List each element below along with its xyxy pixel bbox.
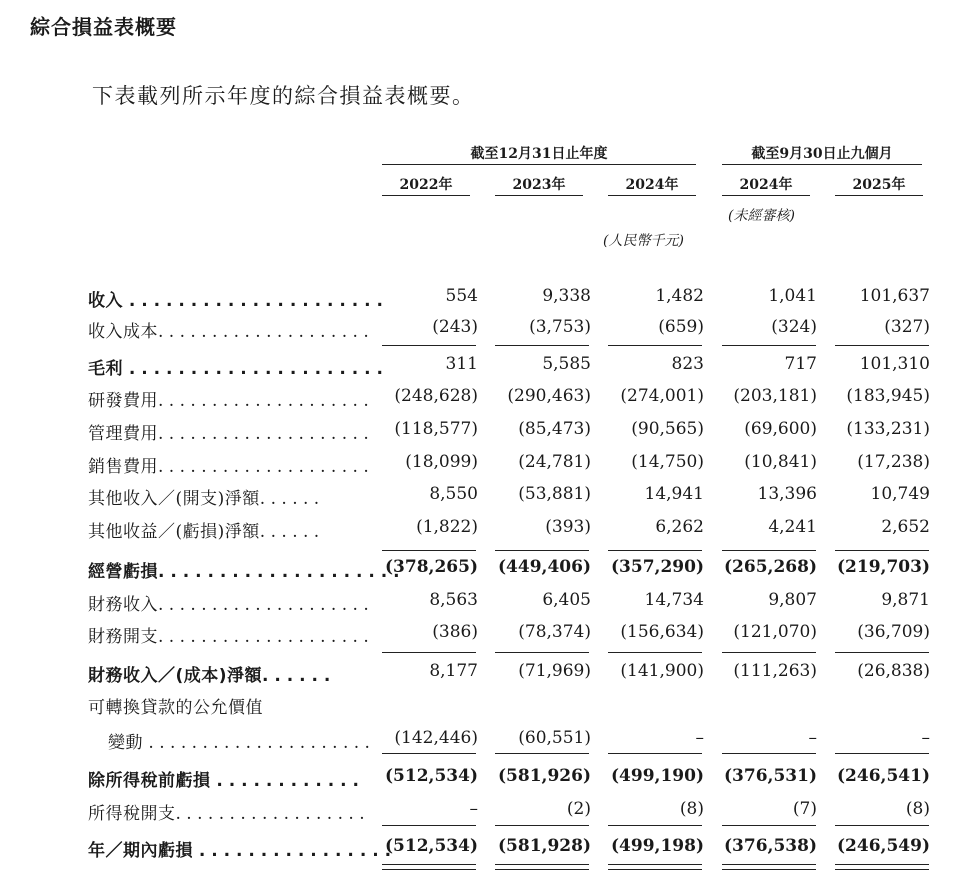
double-rule-top-0 — [382, 864, 476, 865]
row-leader-dots: . . . . . . . . . . . . . . . . . . — [175, 804, 365, 824]
rule-before-fin-net-0 — [382, 652, 476, 653]
row-value-col-1: (2) — [566, 799, 591, 819]
row-value-col-1: (581,928) — [498, 836, 591, 856]
year-header-2022: 2022年 — [399, 177, 453, 193]
row-value-col-3: (111,263) — [733, 661, 817, 681]
row-label-text: 其他收入／(開支)淨額 — [88, 489, 260, 509]
row-label — [88, 517, 319, 542]
rule-before-fin-net-3 — [722, 652, 816, 653]
row-value-col-3: (7) — [792, 799, 817, 819]
row-label-text: 毛利 — [88, 359, 123, 379]
rule-before-pretax-1 — [495, 753, 589, 754]
row-value-col-0: 554 — [445, 286, 478, 306]
row-value-col-4: (36,709) — [857, 622, 930, 642]
row-value-col-4: (183,945) — [846, 386, 930, 406]
row-value-col-0: (1,822) — [416, 517, 478, 537]
row-value-col-1: (581,926) — [498, 766, 591, 786]
row-value-col-3: (121,070) — [733, 622, 817, 642]
row-leader-dots: . . . . . . . . . . . . . . . . . . . . . — [143, 733, 370, 753]
table-row — [0, 657, 955, 689]
rule-before-oploss-3 — [722, 550, 816, 551]
row-value-col-0: (118,577) — [394, 419, 478, 439]
table-row — [0, 415, 955, 447]
rule-before-loss-4 — [835, 825, 929, 826]
double-rule-top-4 — [835, 864, 929, 865]
row-label-text: 財務收入／(成本)淨額 — [88, 666, 263, 686]
double-rule-top-3 — [722, 864, 816, 865]
year-rule-2 — [608, 195, 696, 196]
row-value-col-1: (60,551) — [518, 728, 591, 748]
rule-before-fin-net-4 — [835, 652, 929, 653]
row-value-col-4: (246,549) — [837, 836, 930, 856]
row-value-col-3: (265,268) — [724, 557, 817, 577]
row-value-col-1: 5,585 — [542, 354, 591, 374]
rule-after-cost-3 — [722, 345, 816, 346]
row-value-col-4: (219,703) — [837, 557, 930, 577]
row-label — [88, 622, 369, 647]
row-value-col-2: 14,734 — [644, 590, 704, 610]
row-value-col-0: (386) — [432, 622, 478, 642]
row-value-col-3: 717 — [784, 354, 817, 374]
row-value-col-2: 1,482 — [655, 286, 704, 306]
row-value-col-3: 9,807 — [768, 590, 817, 610]
row-value-col-4: (246,541) — [837, 766, 930, 786]
row-label — [88, 836, 391, 861]
row-value-col-3: (324) — [771, 317, 817, 337]
rule-before-pretax-2 — [608, 753, 702, 754]
year-rule-3 — [722, 195, 810, 196]
table-row — [0, 480, 955, 512]
row-value-col-3: (376,538) — [724, 836, 817, 856]
year-header-2025-nine: 2025年 — [852, 177, 906, 193]
row-label — [88, 766, 359, 791]
double-rule-top-1 — [495, 864, 589, 865]
group-header-nine-months-rule — [722, 164, 922, 165]
row-value-col-1: (78,374) — [518, 622, 591, 642]
year-header-2024: 2024年 — [625, 177, 679, 193]
row-label-text: 管理費用 — [88, 424, 158, 444]
row-value-col-3: 13,396 — [757, 484, 817, 504]
row-label-text: 銷售費用 — [88, 457, 158, 477]
row-label-text: 收入 — [88, 291, 123, 311]
row-label — [88, 286, 383, 311]
row-value-col-0: (378,265) — [385, 557, 478, 577]
row-label — [108, 728, 370, 753]
row-leader-dots: . . . . . . . . . . . . . . . . . . . . — [158, 627, 369, 647]
group-header-nine-months: 截至9月30日止九個月 — [751, 146, 893, 162]
row-value-col-2: (90,565) — [631, 419, 704, 439]
row-label-text: 收入成本 — [88, 322, 158, 342]
row-leader-dots: . . . . . . — [262, 666, 331, 686]
row-value-col-0: (512,534) — [385, 836, 478, 856]
double-rule-top-2 — [608, 864, 702, 865]
row-value-col-3: (376,531) — [724, 766, 817, 786]
row-value-col-3: (203,181) — [733, 386, 817, 406]
rule-before-oploss-4 — [835, 550, 929, 551]
row-value-col-1: 9,338 — [542, 286, 591, 306]
row-label-text: 其他收益／(虧損)淨額 — [88, 522, 260, 542]
row-leader-dots: . . . . . . . . . . . . . . . . — [193, 841, 392, 861]
row-value-col-1: (53,881) — [518, 484, 591, 504]
row-label — [88, 661, 330, 686]
row-value-col-4: (26,838) — [857, 661, 930, 681]
row-value-col-3: 1,041 — [768, 286, 817, 306]
row-label-text: 可轉換貸款的公允價值 — [88, 698, 263, 718]
row-leader-dots: . . . . . . . . . . . . — [210, 771, 360, 791]
year-rule-0 — [382, 195, 470, 196]
section-title: 綜合損益表概要 — [30, 15, 177, 39]
rule-before-loss-2 — [608, 825, 702, 826]
row-value-col-4: 10,749 — [870, 484, 930, 504]
row-value-col-1: (290,463) — [507, 386, 591, 406]
double-rule-bot-3 — [722, 869, 816, 870]
row-value-col-2: (357,290) — [611, 557, 704, 577]
row-value-col-2: 823 — [671, 354, 704, 374]
row-label-text: 財務收入 — [88, 595, 158, 615]
table-row — [0, 618, 955, 650]
unaudited-note: (未經審核) — [728, 208, 795, 224]
row-value-col-2: (14,750) — [631, 452, 704, 472]
rule-before-fin-net-2 — [608, 652, 702, 653]
row-value-col-0: 8,563 — [429, 590, 478, 610]
table-row — [0, 795, 955, 827]
table-row — [0, 313, 955, 345]
intro-text: 下表載列所示年度的綜合損益表概要。 — [92, 84, 475, 108]
row-value-col-3: (69,600) — [744, 419, 817, 439]
row-value-col-4: 101,637 — [859, 286, 930, 306]
row-value-col-2: (156,634) — [620, 622, 704, 642]
row-label — [88, 419, 369, 444]
table-row — [0, 350, 955, 382]
row-label — [88, 557, 400, 582]
row-label — [88, 693, 263, 718]
rule-before-pretax-4 — [835, 753, 929, 754]
row-label — [88, 484, 319, 509]
double-rule-bot-4 — [835, 869, 929, 870]
row-leader-dots: . . . . . . . . . . . . . . . . . . . . . — [123, 359, 383, 379]
row-value-col-0: – — [469, 799, 478, 819]
row-value-col-4: – — [921, 728, 930, 748]
double-rule-bot-2 — [608, 869, 702, 870]
year-rule-1 — [495, 195, 583, 196]
row-value-col-4: 2,652 — [881, 517, 930, 537]
row-leader-dots: . . . . . . . . . . . . . . . . . . . . — [158, 424, 369, 444]
rule-before-oploss-2 — [608, 550, 702, 551]
table-row — [0, 586, 955, 618]
row-value-col-1: (85,473) — [518, 419, 591, 439]
row-value-col-4: (17,238) — [857, 452, 930, 472]
group-header-year: 截至12月31日止年度 — [470, 146, 608, 162]
row-leader-dots: . . . . . . . . . . . . . . . . . . . . — [158, 322, 369, 342]
row-label-text: 研發費用 — [88, 391, 158, 411]
row-value-col-3: 4,241 — [768, 517, 817, 537]
table-row — [0, 724, 955, 756]
row-label-text: 變動 — [108, 733, 143, 753]
row-label — [88, 452, 369, 477]
row-value-col-1: (449,406) — [498, 557, 591, 577]
rule-before-oploss-0 — [382, 550, 476, 551]
row-value-col-2: (499,198) — [611, 836, 704, 856]
row-leader-dots: . . . . . . — [259, 522, 320, 542]
row-value-col-4: 101,310 — [859, 354, 930, 374]
table-row — [0, 513, 955, 545]
table-row — [0, 832, 955, 864]
rule-after-cost-0 — [382, 345, 476, 346]
row-label — [88, 386, 369, 411]
row-value-col-4: (133,231) — [846, 419, 930, 439]
year-header-2024-nine: 2024年 — [739, 177, 793, 193]
rule-after-cost-1 — [495, 345, 589, 346]
rule-before-fin-net-1 — [495, 652, 589, 653]
row-value-col-0: (18,099) — [405, 452, 478, 472]
table-row — [0, 382, 955, 414]
row-label-text: 年／期內虧損 — [88, 841, 193, 861]
table-row — [0, 448, 955, 480]
row-leader-dots: . . . . . . — [259, 489, 320, 509]
row-value-col-3: (10,841) — [744, 452, 817, 472]
row-value-col-0: (248,628) — [394, 386, 478, 406]
row-value-col-1: (393) — [545, 517, 591, 537]
row-value-col-2: (274,001) — [620, 386, 704, 406]
row-value-col-0: 8,550 — [429, 484, 478, 504]
row-label-text: 經營虧損 — [88, 562, 158, 582]
row-label — [88, 799, 365, 824]
row-value-col-2: 6,262 — [655, 517, 704, 537]
row-label — [88, 317, 369, 342]
unit-note: (人民幣千元) — [603, 233, 684, 249]
row-value-col-1: (24,781) — [518, 452, 591, 472]
rule-before-loss-3 — [722, 825, 816, 826]
row-value-col-1: (3,753) — [529, 317, 591, 337]
rule-before-loss-1 — [495, 825, 589, 826]
row-value-col-2: – — [695, 728, 704, 748]
rule-before-loss-0 — [382, 825, 476, 826]
row-value-col-0: (243) — [432, 317, 478, 337]
table-row — [0, 282, 955, 314]
rule-after-cost-4 — [835, 345, 929, 346]
year-header-2023: 2023年 — [512, 177, 566, 193]
rule-after-cost-2 — [608, 345, 702, 346]
row-value-col-4: (327) — [884, 317, 930, 337]
row-value-col-1: (71,969) — [518, 661, 591, 681]
row-value-col-0: (142,446) — [394, 728, 478, 748]
row-label-text: 財務開支 — [88, 627, 158, 647]
table-row — [0, 553, 955, 585]
row-leader-dots: . . . . . . . . . . . . . . . . . . . . . — [123, 291, 383, 311]
row-value-col-2: 14,941 — [644, 484, 704, 504]
rule-before-pretax-0 — [382, 753, 476, 754]
year-rule-4 — [835, 195, 923, 196]
row-label-text: 所得稅開支 — [88, 804, 176, 824]
row-value-col-1: 6,405 — [542, 590, 591, 610]
row-value-col-0: 311 — [445, 354, 478, 374]
row-value-col-0: 8,177 — [429, 661, 478, 681]
row-value-col-0: (512,534) — [385, 766, 478, 786]
double-rule-bot-1 — [495, 869, 589, 870]
row-value-col-2: (141,900) — [620, 661, 704, 681]
double-rule-bot-0 — [382, 869, 476, 870]
row-value-col-2: (8) — [679, 799, 704, 819]
row-leader-dots: . . . . . . . . . . . . . . . . . . . . — [158, 562, 400, 582]
row-value-col-4: 9,871 — [881, 590, 930, 610]
table-row — [0, 762, 955, 794]
row-value-col-4: (8) — [905, 799, 930, 819]
rule-before-oploss-1 — [495, 550, 589, 551]
row-label — [88, 590, 369, 615]
row-leader-dots: . . . . . . . . . . . . . . . . . . . . — [158, 391, 369, 411]
row-value-col-2: (499,190) — [611, 766, 704, 786]
rule-before-pretax-3 — [722, 753, 816, 754]
table-row — [0, 689, 955, 721]
row-value-col-3: – — [808, 728, 817, 748]
row-label — [88, 354, 383, 379]
row-label-text: 除所得稅前虧損 — [88, 771, 211, 791]
group-header-year-rule — [382, 164, 696, 165]
row-leader-dots: . . . . . . . . . . . . . . . . . . . . — [158, 595, 369, 615]
row-leader-dots: . . . . . . . . . . . . . . . . . . . . — [158, 457, 369, 477]
row-value-col-2: (659) — [658, 317, 704, 337]
